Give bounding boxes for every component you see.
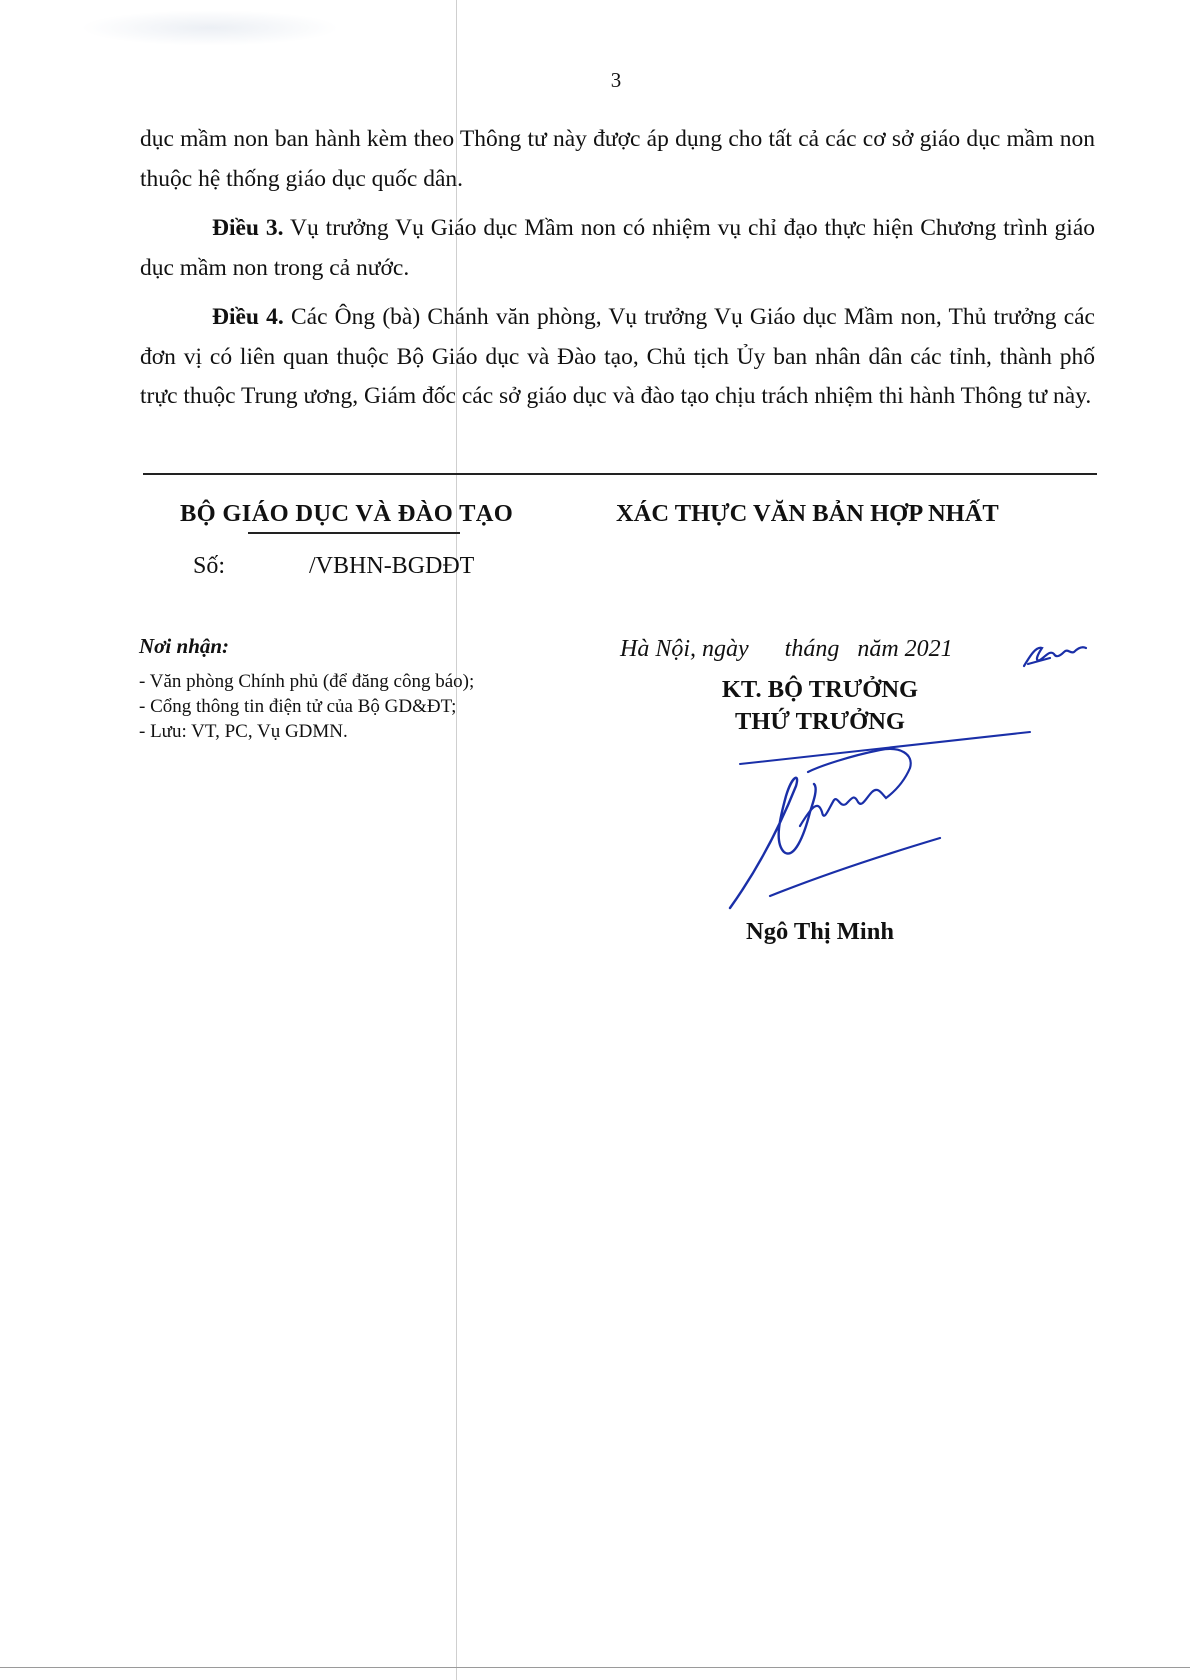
article-3-text: Vụ trưởng Vụ Giáo dục Mầm non có nhiệm vụ chỉ đạo thực hiện Chương trình giáo dục mầm non trong cả nước.: [140, 215, 1095, 281]
org-underline: [248, 532, 460, 534]
document-number: [193, 553, 474, 580]
section-divider: [143, 473, 1097, 475]
document-number-suffix: /VBHN-BGDĐT: [309, 553, 475, 579]
signatory-title-2: THỨ TRƯỞNG: [735, 708, 905, 735]
article-3: [140, 209, 1095, 288]
document-number-label: Số:: [193, 553, 226, 579]
paragraph-continuation: dục mầm non ban hành kèm theo Thông tư này được áp dụng cho tất cả các cơ sở giáo dục mầm non thuộc hệ thống giáo dục quốc dân.: [140, 126, 1095, 192]
place-date: Hà Nội, ngày tháng năm 2021: [620, 636, 953, 662]
article-3-label: Điều 3.: [212, 215, 284, 241]
recipients-block: [139, 634, 559, 744]
body-text: [140, 120, 1095, 427]
issuing-organization: BỘ GIÁO DỤC VÀ ĐÀO TẠO: [180, 500, 514, 527]
signatory-title-1: KT. BỘ TRƯỞNG: [721, 676, 919, 703]
page-number: 3: [610, 68, 622, 92]
scan-smudge: [80, 10, 340, 46]
recipient-item: - Lưu: VT, PC, Vụ GDMN.: [139, 721, 348, 742]
scan-bottom-edge: [0, 1667, 1190, 1668]
article-4-label: Điều 4.: [212, 304, 284, 330]
recipient-item: - Văn phòng Chính phủ (để đăng công báo);: [139, 671, 475, 692]
initials-mark: [1020, 636, 1100, 672]
recipient-item: - Cổng thông tin điện tử của Bộ GD&ĐT;: [139, 696, 457, 717]
signature: [700, 716, 1040, 916]
authentication-title: XÁC THỰC VĂN BẢN HỢP NHẤT: [616, 500, 999, 527]
recipients-title: Nơi nhận:: [139, 634, 230, 658]
article-4: [140, 298, 1095, 417]
article-4-text: Các Ông (bà) Chánh văn phòng, Vụ trưởng Vụ Giáo dục Mầm non, Thủ trưởng các đơn vị có liên quan thuộc Bộ Giáo dục và Đào tạo, Chủ tịch Ủy ban nhân dân các tỉnh, thành phố trực thuộc Trung ương, Giám đốc các sở giáo dục và đào tạo chịu trách nhiệm thi hành Thông tư này.: [140, 304, 1095, 409]
signer-name: Ngô Thị Minh: [746, 918, 894, 945]
